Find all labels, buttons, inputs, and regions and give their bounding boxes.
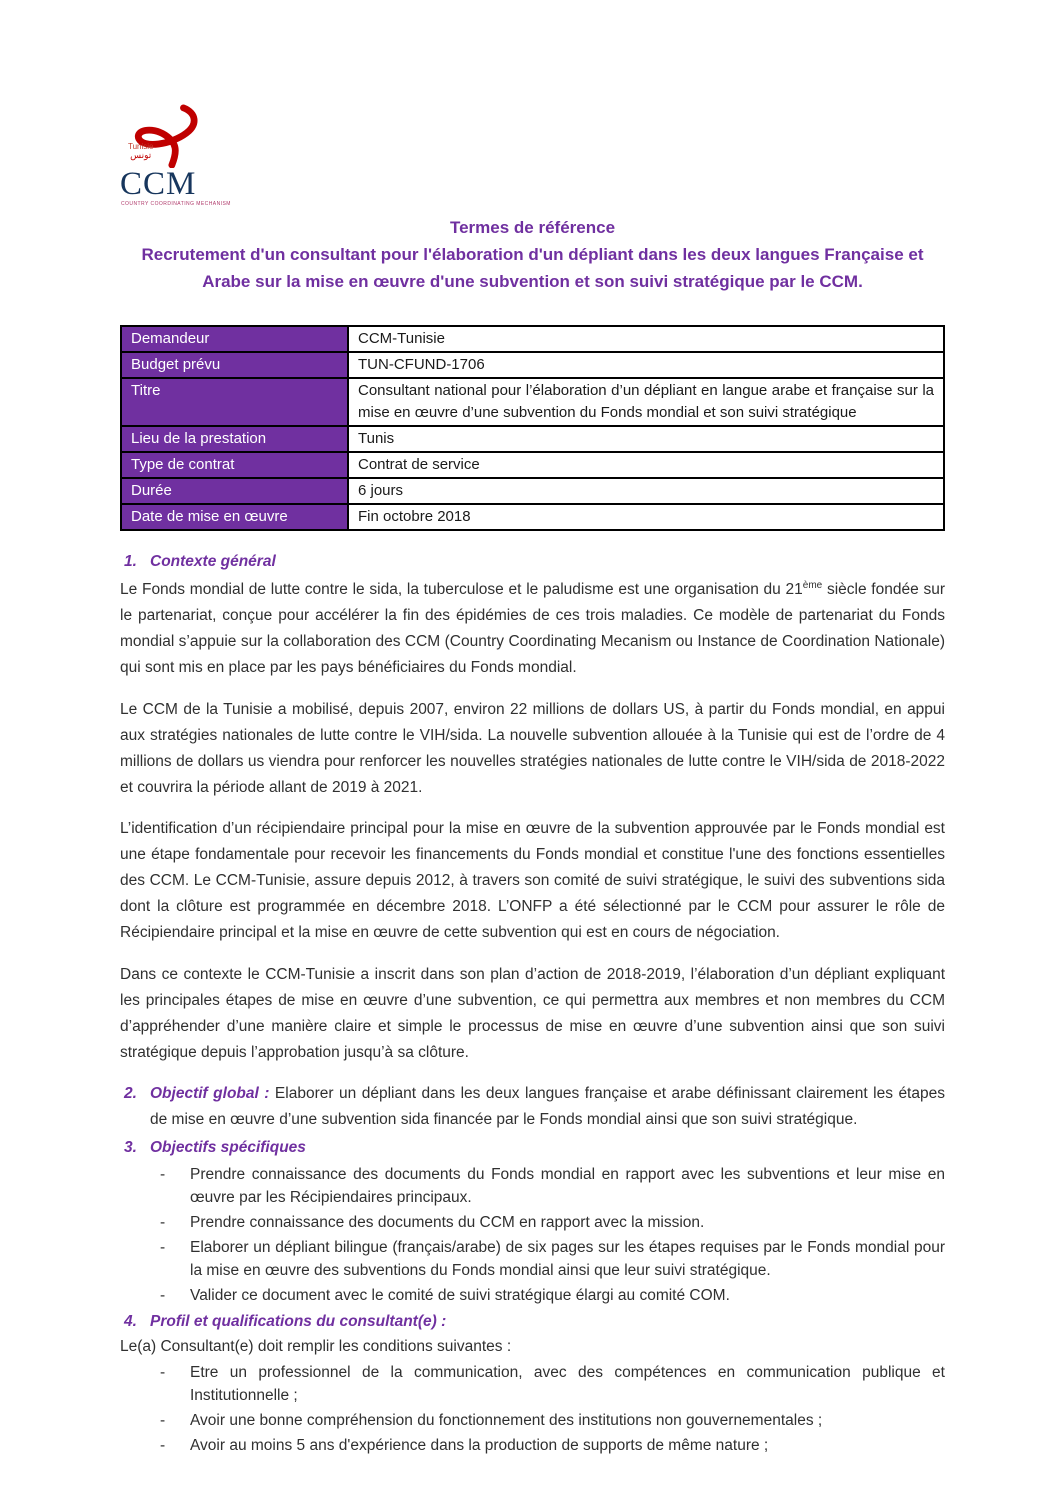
section-heading-label: Objectif global : <box>150 1085 270 1102</box>
list-item-text: Elaborer un dépliant bilingue (français/arabe) de six pages sur les étapes requises par le Fonds mondial pour la mise en œuvre des subventions du Fonds mondial ainsi que leur suivi stratégique. <box>190 1239 945 1279</box>
table-row <box>121 478 944 504</box>
section-3-heading <box>120 1135 945 1161</box>
table-row <box>121 452 944 478</box>
section-number: 2. <box>124 1085 137 1102</box>
row-value: Tunis <box>348 426 944 452</box>
row-value: Fin octobre 2018 <box>348 504 944 530</box>
paragraph-text: siècle fondée sur le partenariat, conçue pour accélérer la fin des épidémies de ces trois maladies. Ce modèle de partenariat du Fonds mondial s’appuie sur la collaboration des CCM (Country Coordinating Mecanism ou Instance de Coordination Nationale) qui sont mis en place par les pays bénéficiaires du Fonds mondial. <box>120 581 945 676</box>
section-body-text: Elaborer un dépliant dans les deux langues française et arabe définissant clairement les étapes de mise en œuvre d’une subvention sida financée par le Fonds mondial ainsi que son suivi stratégique. <box>150 1085 945 1128</box>
row-value: Contrat de service <box>348 452 944 478</box>
table-row <box>121 426 944 452</box>
section-2-objectif-global <box>120 1081 945 1133</box>
table-row <box>121 326 944 352</box>
bullet-dash: - <box>160 1239 166 1256</box>
paragraph-context-1 <box>120 577 945 681</box>
list-item <box>120 1284 945 1307</box>
row-value: 6 jours <box>348 478 944 504</box>
ccm-tunisia-logo <box>120 104 230 208</box>
table-row <box>121 504 944 530</box>
row-value: CCM-Tunisie <box>348 326 944 352</box>
list-item-text: Avoir au moins 5 ans d'expérience dans la production de supports de même nature ; <box>190 1437 769 1454</box>
awareness-ribbon-icon <box>128 104 206 173</box>
list-item <box>120 1236 945 1282</box>
logo-country-label <box>128 142 154 160</box>
bullet-dash: - <box>160 1214 166 1231</box>
row-label: Durée <box>121 478 348 504</box>
section-heading-label: Contexte général <box>150 553 276 570</box>
logo-country-fr: Tunisie <box>128 142 154 151</box>
section-1-heading <box>120 549 945 575</box>
table-row <box>121 352 944 378</box>
row-label: Budget prévu <box>121 352 348 378</box>
paragraph-context-2: Le CCM de la Tunisie a mobilisé, depuis 2007, environ 22 millions de dollars US, à partir du Fonds mondial, en appui aux stratégies nationales de lutte contre le VIH/sida. La nouvelle subvention allouée à la Tunisie qui est de l’ordre de 4 millions de dollars us viendra pour renforcer les nouvelles stratégies nationales de lutte contre le VIH/sida de 2018-2022 et couvrira la période allant de 2019 à 2021. <box>120 700 945 796</box>
section-heading-label: Objectifs spécifiques <box>150 1139 306 1156</box>
list-item-text: Etre un professionnel de la communication, avec des compétences en communication publique et Institutionnelle ; <box>190 1364 945 1404</box>
paragraph-context-4: Dans ce contexte le CCM-Tunisie a inscrit dans son plan d’action de 2018-2019, l’élaboration d’un dépliant expliquant les principales étapes de mise en œuvre d’une subvention, ce qui permettra aux membres et non membres du CCM d’appréhender d’une manière claire et simple le processus de mise en œuvre d’une subvention ainsi que son suivi stratégique depuis l’approbation jusqu’à sa clôture. <box>120 965 945 1061</box>
logo-tagline: COUNTRY COORDINATING MECHANISM <box>121 201 231 207</box>
row-label: Lieu de la prestation <box>121 426 348 452</box>
superscript-eme: ème <box>802 579 823 591</box>
section-heading-label: Profil et qualifications du consultant(e) : <box>150 1313 447 1330</box>
row-label: Demandeur <box>121 326 348 352</box>
list-item <box>120 1409 945 1432</box>
document-title: Termes de référence <box>449 218 616 237</box>
bullet-dash: - <box>160 1287 166 1304</box>
row-label: Type de contrat <box>121 452 348 478</box>
logo-country-ar: تونس <box>130 150 152 160</box>
bullet-dash: - <box>160 1437 166 1454</box>
info-table <box>120 325 945 531</box>
list-item <box>120 1361 945 1407</box>
table-row <box>121 378 944 426</box>
list-item-text: Avoir une bonne compréhension du fonctionnement des institutions non gouvernementales ; <box>190 1412 823 1429</box>
list-item-text: Prendre connaissance des documents du CCM en rapport avec la mission. <box>190 1214 705 1231</box>
section-number: 3. <box>124 1139 137 1156</box>
row-label: Date de mise en œuvre <box>121 504 348 530</box>
paragraph-text: Le Fonds mondial de lutte contre le sida, la tuberculose et le paludisme est une organisation du 21 <box>120 581 803 598</box>
list-item <box>120 1434 945 1457</box>
document-title-block <box>120 214 945 295</box>
bullet-dash: - <box>160 1412 166 1429</box>
logo-acronym: CCM <box>120 166 197 202</box>
section-4-intro: Le(a) Consultant(e) doit remplir les conditions suivantes : <box>120 1338 512 1355</box>
row-value: TUN-CFUND-1706 <box>348 352 944 378</box>
bullet-dash: - <box>160 1166 166 1183</box>
section-number: 4. <box>124 1313 137 1330</box>
section-4-heading <box>120 1309 945 1335</box>
row-label: Titre <box>121 378 348 426</box>
list-item-text: Prendre connaissance des documents du Fonds mondial en rapport avec les subventions et leur mise en œuvre par les Récipiendaires principaux. <box>190 1166 945 1206</box>
list-item-text: Valider ce document avec le comité de suivi stratégique élargi au comité COM. <box>190 1287 730 1304</box>
row-value: Consultant national pour l’élaboration d’un dépliant en langue arabe et française sur la mise en œuvre d’une subvention du Fonds mondial et son suivi stratégique <box>348 378 944 426</box>
document-subtitle: Recrutement d'un consultant pour l'élaboration d'un dépliant dans les deux langues Française et Arabe sur la mise en œuvre d'une subvention et son suivi stratégique par le CCM. <box>141 245 924 291</box>
list-item <box>120 1211 945 1234</box>
list-item <box>120 1163 945 1209</box>
bullet-dash: - <box>160 1364 166 1381</box>
section-number: 1. <box>124 553 137 570</box>
paragraph-context-3: L’identification d’un récipiendaire principal pour la mise en œuvre de la subvention approuvée par le Fonds mondial est une étape fondamentale pour recevoir les financements du Fonds mondial et constitue l'une des fonctions essentielles des CCM. Le CCM-Tunisie, assure depuis 2012, à travers son comité de suivi stratégique, le suivi des subventions sida dont la clôture est programmée en décembre 2018. L’ONFP a été sélectionné par le CCM pour assurer le rôle de Récipiendaire principal et la mise en œuvre de cette subvention qui est en cours de négociation. <box>120 820 945 941</box>
